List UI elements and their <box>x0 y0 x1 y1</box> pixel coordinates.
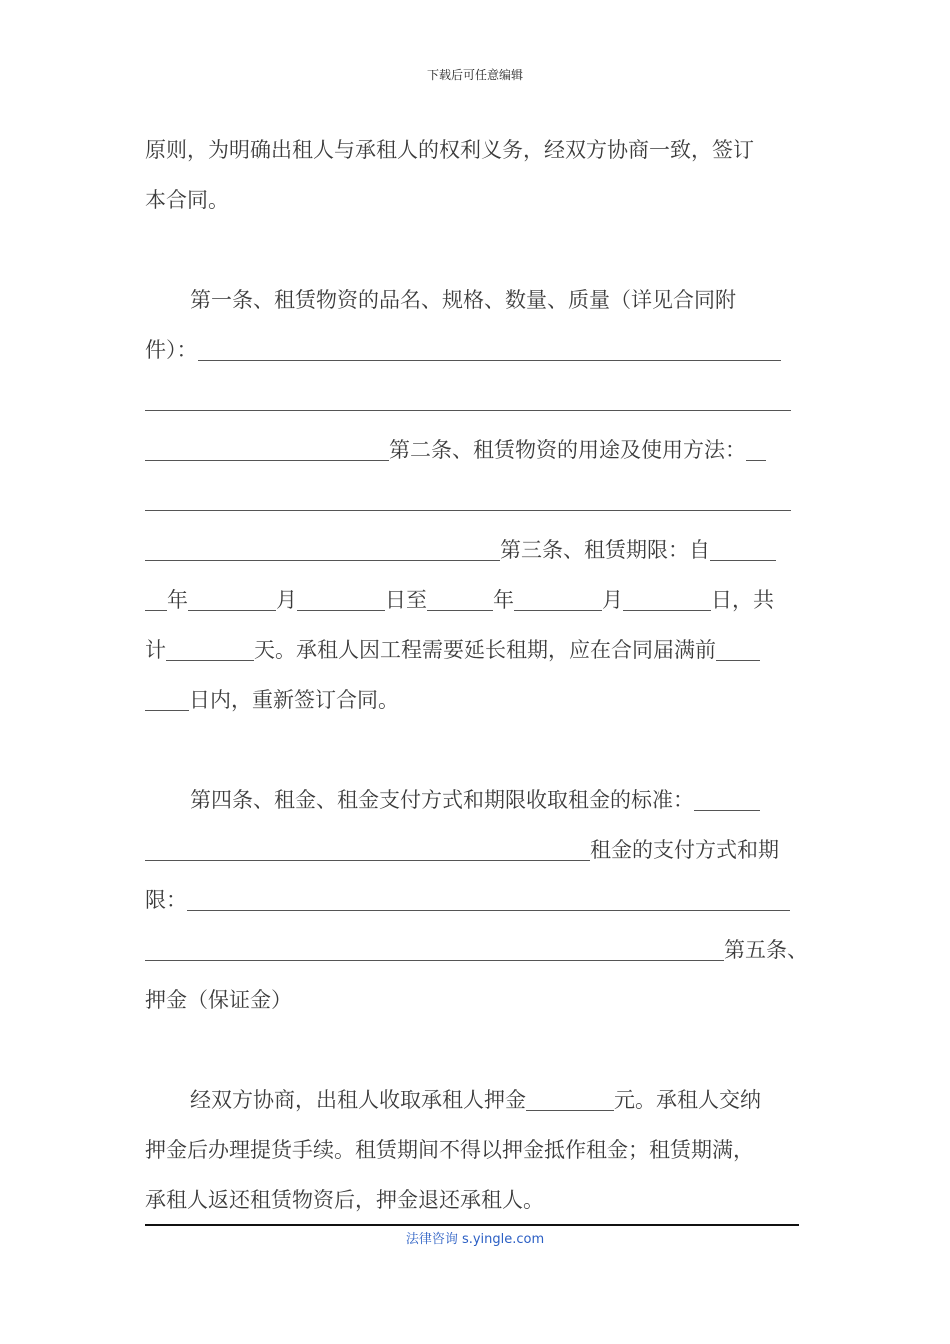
text-fragment: 月 <box>602 588 623 612</box>
text-line <box>145 385 791 415</box>
text-line <box>145 885 790 915</box>
text-fragment: 天。承租人因工程需要延长租期，应在合同届满前 <box>254 638 716 662</box>
blank-line <box>166 638 254 661</box>
text-line: 承租人返还租赁物资后，押金退还承租人。 <box>145 1188 544 1212</box>
blank-line <box>716 638 760 661</box>
blank-line <box>145 688 189 711</box>
blank-line <box>145 438 389 461</box>
footer-divider <box>145 1224 799 1226</box>
text-line <box>145 335 781 365</box>
blank-line <box>514 588 602 611</box>
blank-line <box>145 588 167 611</box>
text-fragment: 年 <box>167 588 188 612</box>
text-fragment: 件）： <box>145 338 198 362</box>
blank-line <box>198 338 781 361</box>
blank-line <box>145 488 791 511</box>
text-line <box>145 635 760 665</box>
blank-line <box>623 588 711 611</box>
article-4-heading: 第四条、租金、租金支付方式和期限收取租金的标准： <box>190 788 694 812</box>
text-line <box>145 685 399 715</box>
text-fragment: 年 <box>493 588 514 612</box>
text-fragment: 计 <box>145 638 166 662</box>
text-fragment: 日内，重新签订合同。 <box>189 688 399 712</box>
article-1-heading: 第一条、租赁物资的品名、规格、数量、质量（详见合同附 <box>190 288 736 312</box>
text-line <box>145 535 776 565</box>
text-fragment: 元。承租人交纳 <box>614 1088 761 1112</box>
blank-line <box>187 888 790 911</box>
blank-line <box>427 588 493 611</box>
text-fragment: 日至 <box>385 588 427 612</box>
footer-link[interactable]: 法律咨询 s.yingle.com <box>405 1232 545 1247</box>
blank-line <box>297 588 385 611</box>
blank-line <box>145 838 590 861</box>
text-line: 原则，为明确出租人与承租人的权利义务，经双方协商一致，签订 <box>145 138 754 162</box>
text-line: 本合同。 <box>145 188 229 212</box>
blank-line <box>746 438 766 461</box>
text-line <box>145 485 791 515</box>
text-line <box>145 435 766 465</box>
text-line <box>190 785 760 815</box>
blank-line <box>694 788 760 811</box>
deposit-title: 押金（保证金） <box>145 988 292 1012</box>
text-fragment: 日，共 <box>711 588 774 612</box>
text-line <box>145 935 808 965</box>
text-fragment: 租金的支付方式和期 <box>590 838 779 862</box>
blank-line <box>188 588 276 611</box>
text-line <box>145 585 774 615</box>
blank-line <box>526 1088 614 1111</box>
text-fragment: 限： <box>145 888 187 912</box>
article-3-heading: 第三条、租赁期限：自 <box>500 538 710 562</box>
article-5-heading: 第五条、 <box>724 938 808 962</box>
text-fragment: 月 <box>276 588 297 612</box>
blank-line <box>145 538 500 561</box>
text-line <box>190 1085 761 1115</box>
article-2-heading: 第二条、租赁物资的用途及使用方法： <box>389 438 746 462</box>
blank-line <box>145 388 791 411</box>
text-line: 押金后办理提货手续。租赁期间不得以押金抵作租金；租赁期满， <box>145 1138 754 1162</box>
text-fragment: 经双方协商，出租人收取承租人押金 <box>190 1088 526 1112</box>
page-header-note: 下载后可任意编辑 <box>426 68 523 82</box>
blank-line <box>145 938 724 961</box>
text-line <box>145 835 779 865</box>
blank-line <box>710 538 776 561</box>
